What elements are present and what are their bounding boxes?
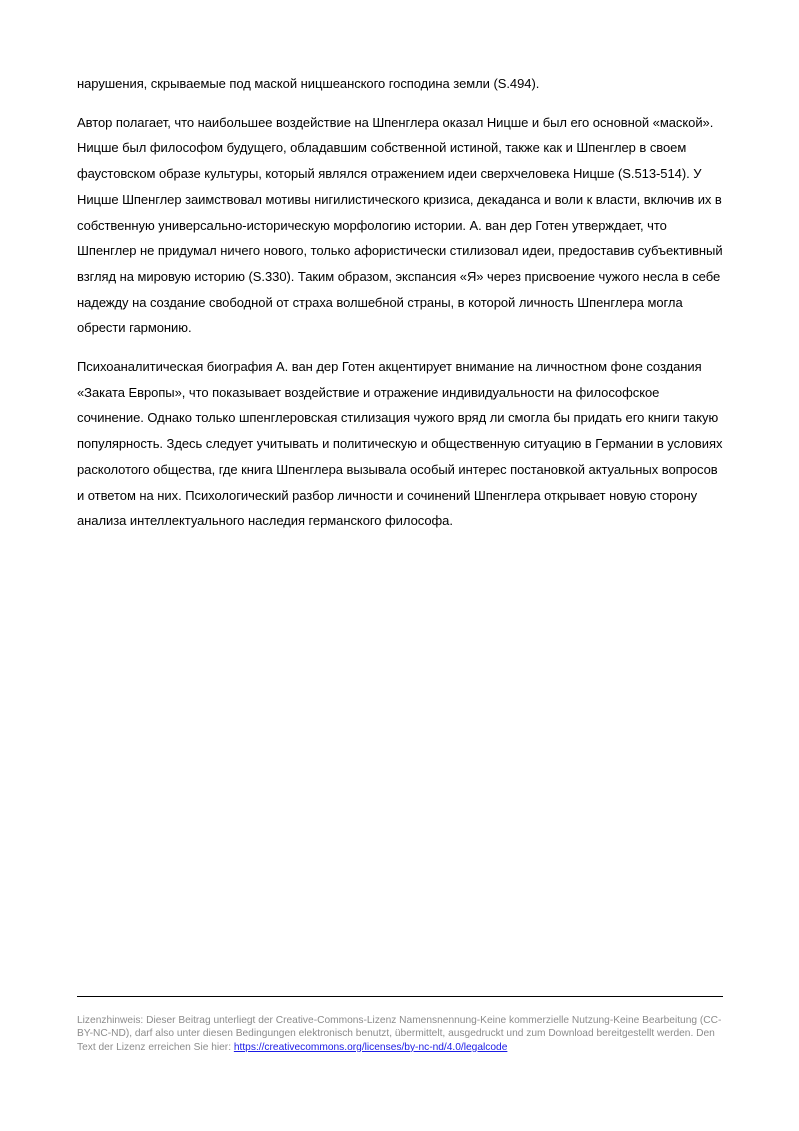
page-footer xyxy=(77,996,723,1054)
footer-divider xyxy=(77,996,723,997)
paragraph: нарушения, скрываемые под маской ницшеанского господина земли (S.494). xyxy=(77,76,540,91)
license-text: Lizenzhinweis: Dieser Beitrag unterliegt der Creative-Commons-Lizenz Namensnennung-Keine kommerzielle Nutzung-Keine Bearbeitung (CC-BY-NC-ND), darf also unter diesen Bedingungen elektronisch benutzt, übermittelt, ausgedruckt und zum Download bereitgestellt werden. Den Text der Lizenz erreichen Sie hier: xyxy=(77,1015,722,1053)
paragraph: Психоаналитическая биография А. ван дер Готен акцентирует внимание на личностном фоне создания «Заката Европы», что показывает воздействие и отражение индивидуальности на философское сочинение. Однако только шпенглеровская стилизация чужого вряд ли смогла бы придать его книги такую популярность. Здесь следует учитывать и политическую и общественную ситуацию в Германии в условиях расколотого общества, где книга Шпенглера вызывала особый интерес постановкой актуальных вопросов и ответом на них. Психологический разбор личности и сочинений Шпенглера открывает новую сторону анализа интеллектуального наследия германского философа. xyxy=(77,359,723,529)
license-notice xyxy=(77,1014,723,1054)
document-body xyxy=(77,71,725,547)
paragraph: Автор полагает, что наибольшее воздействие на Шпенглера оказал Ницше и был его основной «маской». Ницше был философом будущего, обладавшим собственной истиной, также как и Шпенглер в своем фаустовском образе культуры, который являлся отражением идеи сверхчеловека Ницше (S.513-514). У Ницше Шпенглер заимствовал мотивы нигилистического кризиса, декаданса и воли к власти, включив их в собственную универсально-историческую морфологию истории. А. ван дер Готен утверждает, что Шпенглер не придумал ничего нового, только афористически стилизовал идеи, предоставив субъективный взгляд на мировую историю (S.330). Таким образом, экспансия «Я» через присвоение чужого несла в себе надежду на создание свободной от страха волшебной страны, в которой личность Шпенглера могла обрести гармонию. xyxy=(77,114,723,336)
license-link[interactable]: https://creativecommons.org/licenses/by-nc-nd/4.0/legalcode xyxy=(233,1041,508,1053)
